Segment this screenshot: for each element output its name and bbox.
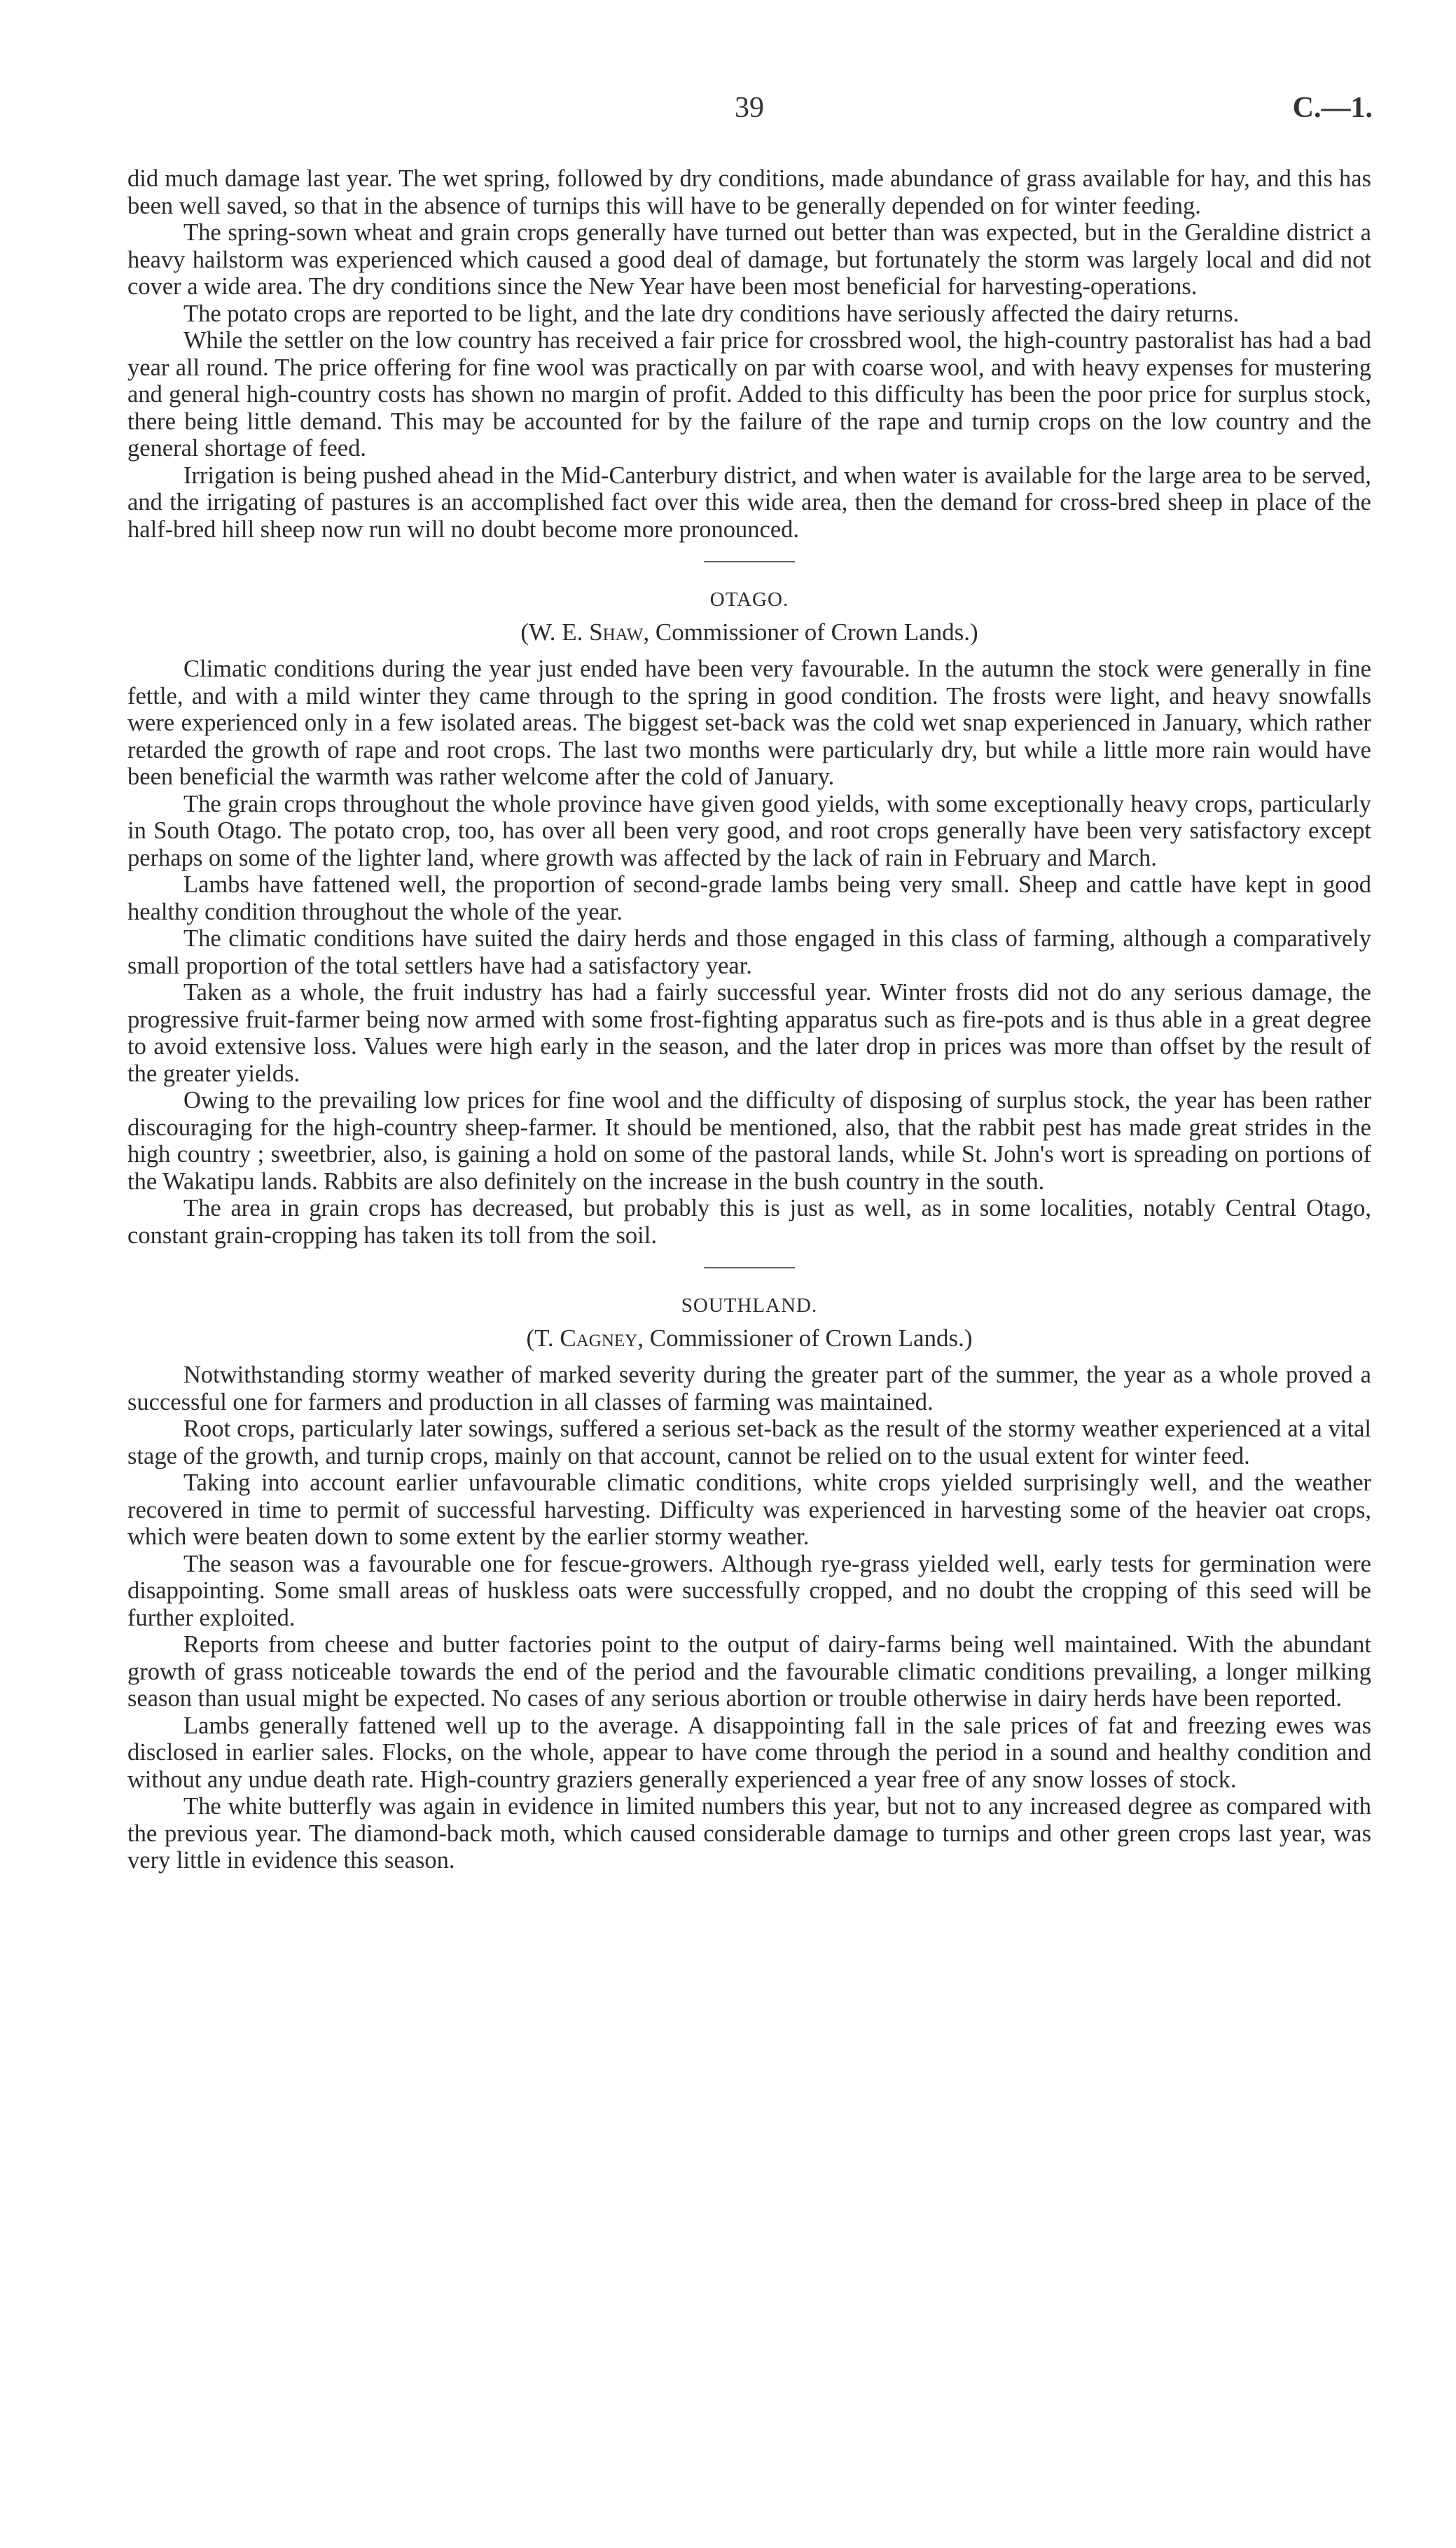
paragraph: Root crops, particularly later sowings, suffered a serious set-back as the result of the stormy weather experienced at a vital stage of the growth, and turnip crops, mainly on that account, cannot be relied on to the usual extent for winter feed.: [127, 1415, 1371, 1469]
section-divider: [704, 561, 795, 562]
paragraph: The potato crops are reported to be light, and the late dry conditions have seriously affected the dairy returns.: [183, 300, 1240, 327]
paragraph: The grain crops throughout the whole province have given good yields, with some exceptionally heavy crops, particularly in South Otago. The potato crop, too, has over all been very good, and root crops generally have been very satisfactory except perhaps on some of the lighter land, where growth was affected by the lack of rain in February and March.: [127, 790, 1371, 871]
section-divider: [704, 1267, 795, 1268]
southland-section: [127, 1292, 1371, 1874]
paragraph: While the settler on the low country has received a fair price for crossbred wool, the high-country pastoralist has had a bad year all round. The price offering for fine wool was practically on par with coarse wool, and with heavy expenses for mustering and general high-country costs has shown no margin of profit. Added to this difficulty has been the poor price for surplus stock, there being little demand. This may be accounted for by the failure of the rape and turnip crops on the low country and the general shortage of feed.: [127, 327, 1371, 462]
paragraph: The season was a favourable one for fescue-growers. Although rye-grass yielded well, early tests for germination were disappointing. Some small areas of huskless oats were successfully cropped, and no doubt the cropping of this seed will be further exploited.: [127, 1550, 1371, 1631]
paragraph: Taken as a whole, the fruit industry has had a fairly successful year. Winter frosts did not do any serious damage, the progressive fruit-farmer being now armed with some frost-fighting apparatus such as fire-pots and is thus able in a great degree to avoid extensive loss. Values were high early in the season, and the later drop in prices was more than offset by the result of the greater yields.: [127, 979, 1371, 1087]
paragraph: Climatic conditions during the year just ended have been very favourable. In the autumn the stock were generally in fine fettle, and with a mild winter they came through to the spring in good condition. The frosts were light, and heavy snowfalls were experienced only in a few isolated areas. The biggest set-back was the cold wet snap experienced in January, which rather retarded the growth of rape and root crops. The last two months were particularly dry, but while a little more rain would have been beneficial the warmth was rather welcome after the cold of January.: [127, 656, 1371, 790]
section-subtitle: [127, 1325, 1371, 1352]
document-reference: C.—1.: [1292, 92, 1373, 124]
paragraph: Lambs generally fattened well up to the average. A disappointing fall in the sale prices of fat and freezing ewes was disclosed in earlier sales. Flocks, on the whole, appear to have come through the period in a sound and healthy condition and without any undue death rate. High-country graziers generally experienced a year free of any snow losses of stock.: [127, 1712, 1371, 1793]
paragraph: The spring-sown wheat and grain crops generally have turned out better than was expected, but in the Geraldine district a heavy hailstorm was experienced which caused a good deal of damage, but fortunately the storm was largely local and did not cover a wide area. The dry conditions since the New Year have been most beneficial for harvesting-operations.: [127, 219, 1371, 300]
commissioner-name: Cagney: [560, 1324, 638, 1352]
paragraph: Notwithstanding stormy weather of marked severity during the greater part of the summer, the year as a whole proved a successful one for farmers and production in all classes of farming was maintained.: [127, 1362, 1371, 1415]
paragraph: Reports from cheese and butter factories point to the output of dairy-farms being well maintained. With the abundant growth of grass noticeable towards the end of the period and the favourable climatic conditions prevailing, a longer milking season than usual might be expected. No cases of any serious abortion or trouble otherwise in dairy herds have been reported.: [127, 1631, 1371, 1712]
subtitle-suffix: , Commissioner of Crown Lands.): [643, 618, 978, 646]
section-subtitle: [127, 619, 1371, 646]
paragraph: did much damage last year. The wet spring, followed by dry conditions, made abundance of grass available for hay, and this has been well saved, so that in the absence of turnips this will have to be generally depended on for winter feeding.: [127, 165, 1371, 219]
subtitle-suffix: , Commissioner of Crown Lands.): [637, 1324, 973, 1352]
paragraph: The climatic conditions have suited the dairy herds and those engaged in this class of farming, although a comparatively small proportion of the total settlers have had a satisfactory year.: [127, 925, 1371, 979]
canterbury-continuation: [127, 165, 1371, 543]
paragraph: Irrigation is being pushed ahead in the Mid-Canterbury district, and when water is available for the large area to be served, and the irrigating of pastures is an accomplished fact over this wide area, then the demand for cross-bred sheep in place of the half-bred hill sheep now run will no doubt become more pronounced.: [127, 462, 1371, 543]
subtitle-prefix: (T.: [526, 1324, 560, 1352]
paragraph: The white butterfly was again in evidence in limited numbers this year, but not to any increased degree as compared with the previous year. The diamond-back moth, which caused considerable damage to turnips and other green crops last year, was very little in evidence this season.: [127, 1793, 1371, 1874]
subtitle-prefix: (W. E.: [520, 618, 590, 646]
section-title: SOUTHLAND.: [681, 1294, 818, 1317]
section-title: OTAGO.: [709, 588, 789, 611]
commissioner-name: Shaw: [589, 618, 644, 646]
page-body: [127, 165, 1371, 1874]
paragraph: Owing to the prevailing low prices for fine wool and the difficulty of disposing of surplus stock, the year has been rather discouraging for the high-country sheep-farmer. It should be mentioned, also, that the rabbit pest has made great strides in the high country ; sweetbrier, also, is gaining a hold on some of the pastoral lands, while St. John's wort is spreading on portions of the Wakatipu lands. Rabbits are also definitely on the increase in the bush country in the south.: [127, 1087, 1371, 1195]
paragraph: Taking into account earlier unfavourable climatic conditions, white crops yielded surprisingly well, and the weather recovered in time to permit of successful harvesting. Difficulty was experienced in harvesting some of the heavier oat crops, which were beaten down to some extent by the earlier stormy weather.: [127, 1469, 1371, 1550]
otago-section: [127, 586, 1371, 1249]
paragraph: The area in grain crops has decreased, but probably this is just as well, as in some localities, notably Central Otago, constant grain-cropping has taken its toll from the soil.: [127, 1195, 1371, 1249]
page-number: 39: [735, 92, 764, 124]
page-header: [126, 91, 1373, 133]
paragraph: Lambs have fattened well, the proportion of second-grade lambs being very small. Sheep and cattle have kept in good healthy condition throughout the whole of the year.: [127, 871, 1371, 925]
